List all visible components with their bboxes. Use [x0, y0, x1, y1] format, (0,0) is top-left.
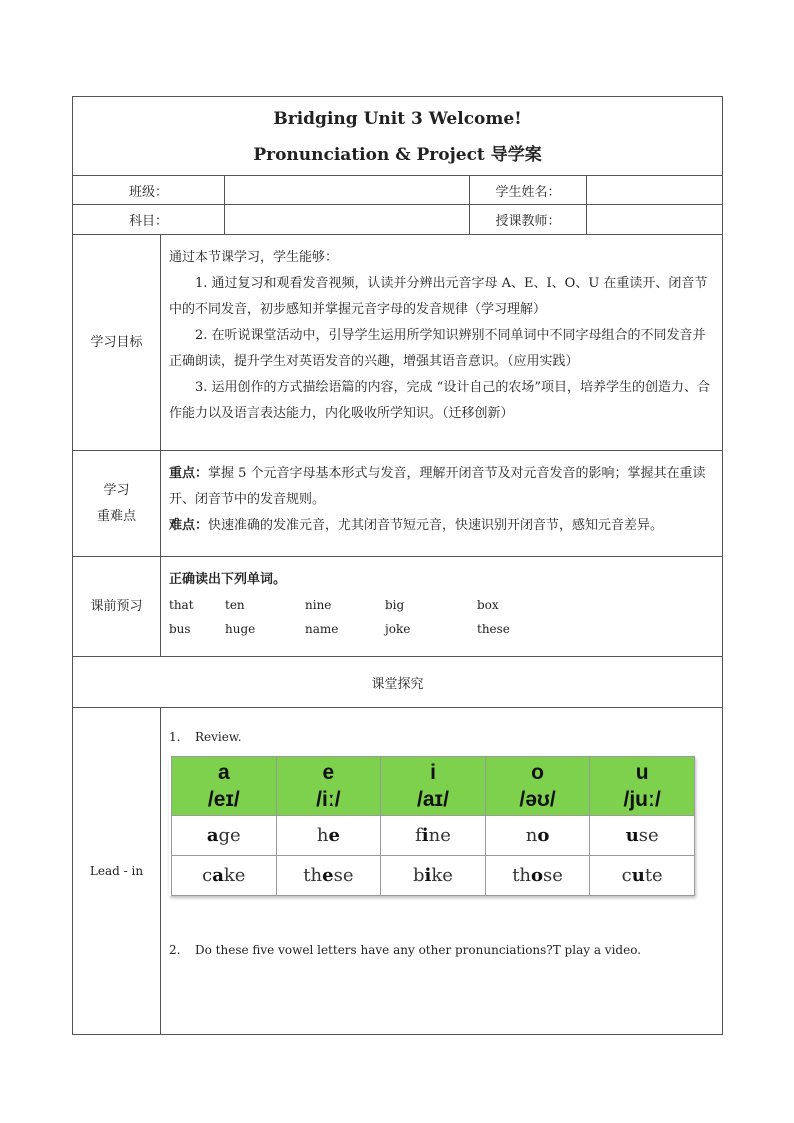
- key-points-label-line-2: 重难点: [96, 508, 136, 524]
- example-word: fine: [381, 816, 486, 856]
- example-word: those: [485, 856, 590, 896]
- vowel-ipa: /eɪ/: [207, 788, 240, 811]
- preview-word: these: [477, 622, 510, 636]
- vowel-header-a: [172, 757, 277, 816]
- example-word: these: [276, 856, 381, 896]
- vowel-header-u: [590, 757, 695, 816]
- review-question: [169, 730, 716, 744]
- key-points-label-line-1: 学习: [103, 482, 130, 498]
- example-word: cute: [590, 856, 695, 896]
- difficulty-label: 难点：: [169, 518, 209, 533]
- preview-word: that: [169, 598, 194, 612]
- example-word: use: [590, 816, 695, 856]
- vowel-ipa: /iː/: [316, 788, 341, 811]
- objectives-content: [161, 235, 723, 451]
- objective-item-3: 3. 运用创作的方式描绘语篇的内容，完成 “设计自己的农场”项目，培养学生的创造力、合作能力以及语言表达能力，内化吸收所学知识。（迁移创新）: [169, 380, 710, 421]
- vowel-table: [171, 756, 695, 896]
- teacher-label: 授课教师：: [470, 205, 587, 235]
- video-question: [169, 943, 716, 957]
- review-number: 1.: [169, 730, 181, 744]
- example-word: no: [485, 816, 590, 856]
- student-name-label: 学生姓名：: [470, 176, 587, 205]
- focus-label: 重点：: [169, 466, 209, 481]
- preview-word: joke: [385, 622, 411, 636]
- example-word: age: [172, 816, 277, 856]
- preview-word: bus: [169, 622, 191, 636]
- video-question-number: 2.: [169, 943, 181, 957]
- vowel-header-i: [381, 757, 486, 816]
- subject-field[interactable]: [225, 205, 470, 235]
- video-question-text: Do these five vowel letters have any other pronunciations?T play a video.: [195, 943, 642, 957]
- vowel-ipa: /aɪ/: [417, 788, 449, 811]
- example-word: bike: [381, 856, 486, 896]
- worksheet-table: [72, 96, 723, 1035]
- objectives-label: 学习目标: [73, 235, 161, 451]
- vowel-ipa: /əʊ/: [519, 788, 556, 811]
- class-field[interactable]: [225, 176, 470, 205]
- key-points-label: [73, 451, 161, 557]
- preview-word: big: [385, 598, 405, 612]
- objectives-intro: 通过本节课学习，学生能够：: [169, 250, 339, 265]
- title-line-1: Bridging Unit 3 Welcome!: [273, 109, 522, 129]
- vowel-header-e: [276, 757, 381, 816]
- subject-label: 科目：: [73, 205, 225, 235]
- vowel-ipa: /juː/: [623, 788, 661, 811]
- vowel-header-o: [485, 757, 590, 816]
- teacher-field[interactable]: [587, 205, 723, 235]
- student-name-field[interactable]: [587, 176, 723, 205]
- lead-in-content: [161, 708, 723, 1035]
- preview-word: huge: [225, 622, 256, 636]
- preview-word: ten: [225, 598, 245, 612]
- class-label: 班级：: [73, 176, 225, 205]
- example-word: he: [276, 816, 381, 856]
- vowel-table-wrap: [169, 756, 695, 896]
- objective-item-1: 1. 通过复习和观看发音视频，认读并分辨出元音字母 A、E、I、O、U 在重读开、闭音节中的不同发音，初步感知并掌握元音字母的发音规律（学习理解）: [169, 276, 708, 317]
- key-points-content: [161, 451, 723, 557]
- title-cell: [73, 97, 723, 176]
- vowel-letter: a: [217, 761, 230, 784]
- vowel-letter: u: [635, 761, 649, 784]
- lead-in-label: Lead - in: [73, 708, 161, 1035]
- vowel-letter: e: [322, 761, 335, 784]
- section-title: 课堂探究: [73, 657, 723, 708]
- worksheet: [72, 96, 722, 1035]
- preview-word: box: [477, 598, 499, 612]
- example-word: cake: [172, 856, 277, 896]
- objective-item-2: 2. 在听说课堂活动中，引导学生运用所学知识辨别不同单词中不同字母组合的不同发音并正确朗读，提升学生对英语发音的兴趣，增强其语音意识。（应用实践）: [169, 328, 706, 369]
- review-text: Review.: [195, 730, 242, 744]
- difficulty-text: 快速准确的发准元音，尤其闭音节短元音，快速识别开闭音节，感知元音差异。: [208, 518, 664, 533]
- vowel-letter: i: [430, 761, 436, 784]
- vowel-letter: o: [531, 761, 544, 784]
- preview-content: [161, 557, 723, 657]
- focus-text: 掌握 5 个元音字母基本形式与发音，理解开闭音节及对元音发音的影响；掌握其在重读开、闭音节中的发音规则。: [169, 466, 706, 507]
- preview-instruction: 正确读出下列单词。: [169, 572, 287, 587]
- preview-word: nine: [305, 598, 332, 612]
- title-line-2: Pronunciation & Project 导学案: [253, 145, 542, 165]
- preview-word-list: [169, 593, 716, 641]
- preview-label: 课前预习: [73, 557, 161, 657]
- preview-word: name: [305, 622, 339, 636]
